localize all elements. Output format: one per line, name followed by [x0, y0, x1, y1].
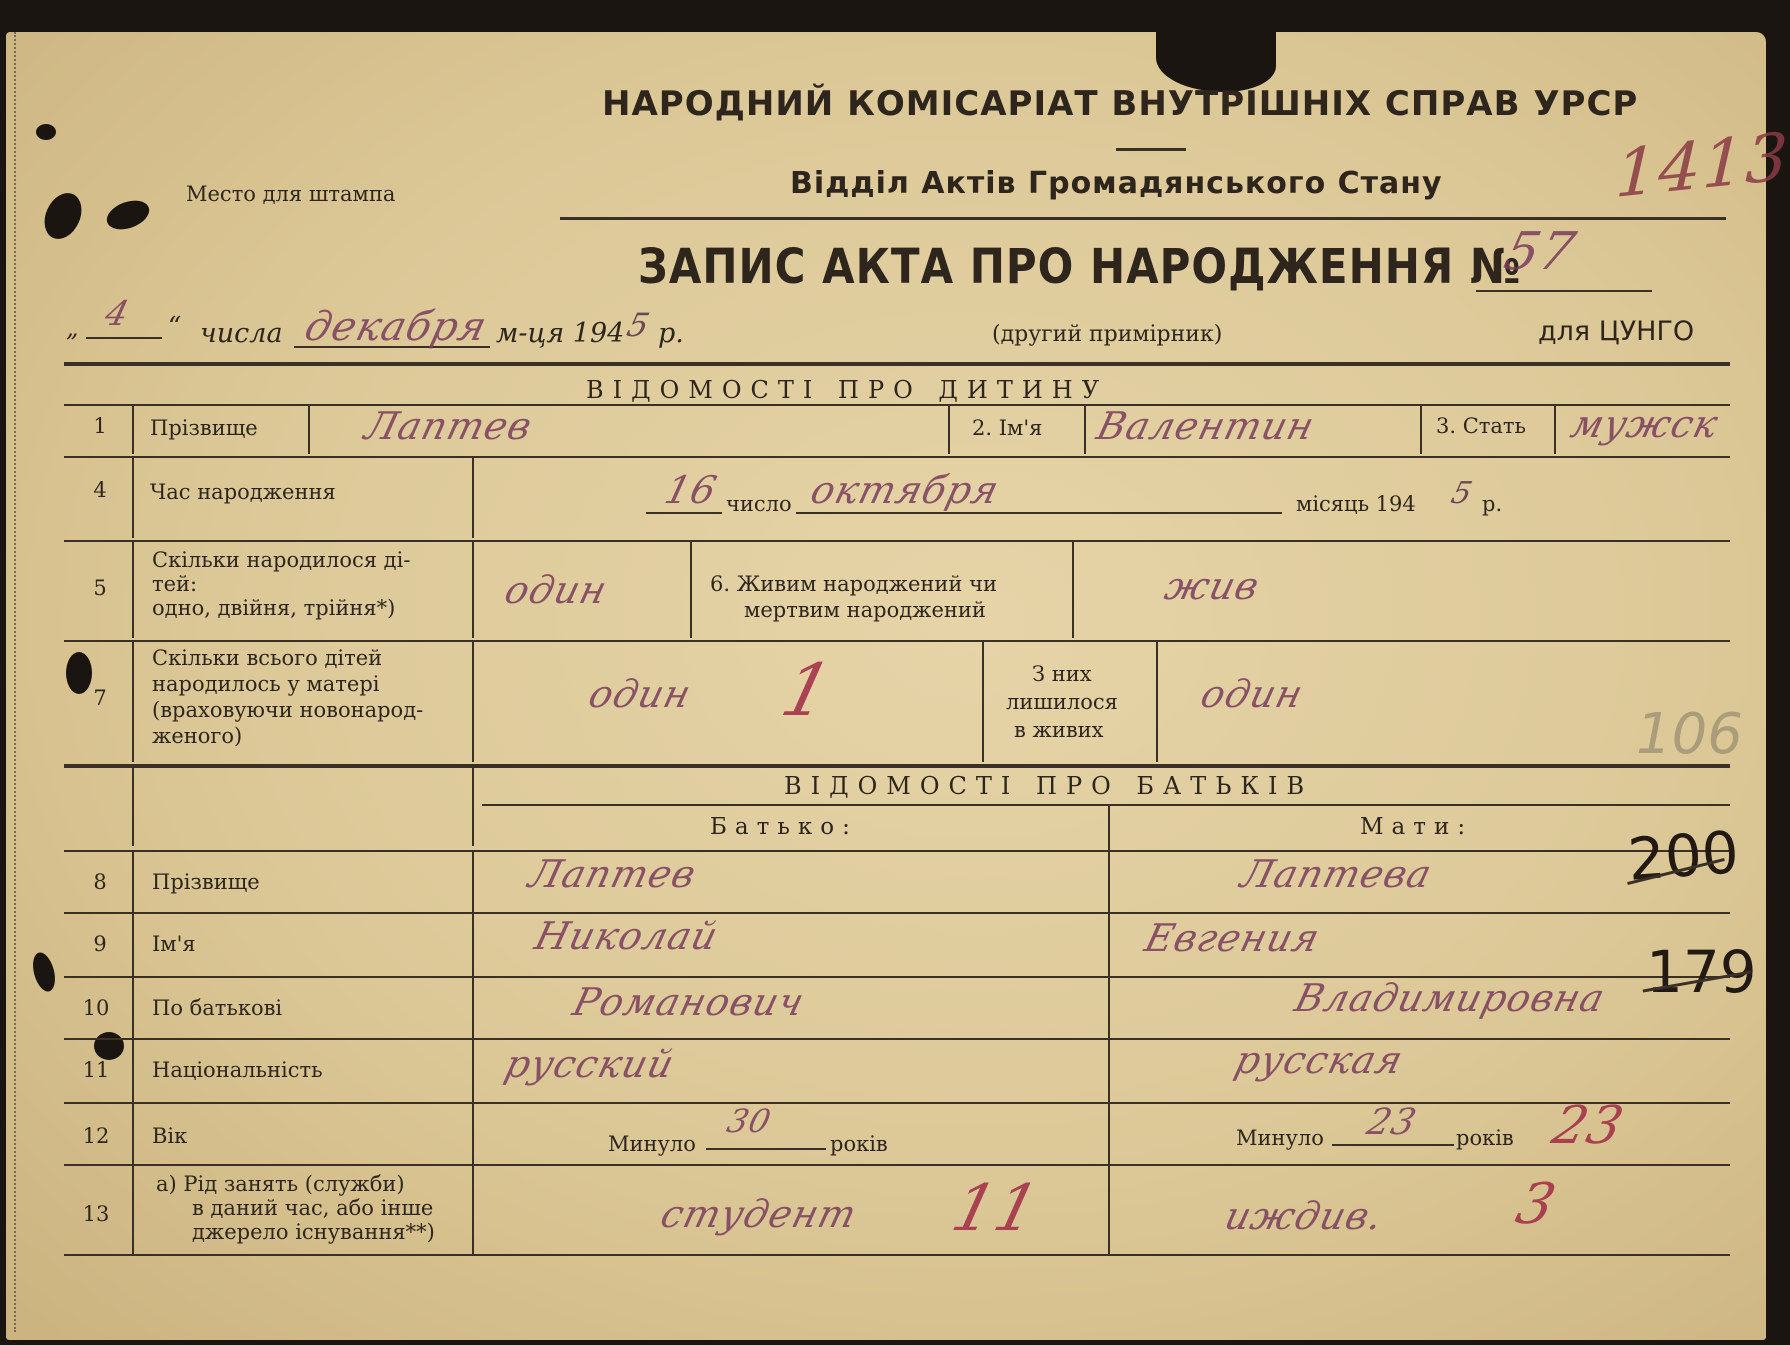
row-rule — [64, 912, 1730, 914]
row-rule — [64, 1038, 1730, 1040]
occupation-label-2: в даний час, або інше — [192, 1196, 434, 1220]
col-rule — [472, 458, 474, 538]
surviving-value: один — [1196, 672, 1308, 716]
field-line — [706, 1148, 826, 1150]
total-children-value: один — [584, 672, 696, 716]
quote-open: „ — [66, 314, 79, 342]
mother-age-note: 23 — [1546, 1096, 1630, 1156]
row-rule — [64, 1164, 1730, 1166]
child-surname-value: Лаптев — [360, 404, 537, 448]
quote-close: “ — [168, 312, 182, 342]
pencil-note: 106 — [1636, 702, 1743, 767]
table-bottom-rule — [64, 1254, 1730, 1256]
ink-stain — [37, 187, 88, 245]
paper-tear — [1156, 32, 1276, 92]
children-born-label-1: Скільки народилося ді- — [152, 548, 411, 572]
row-number: 9 — [93, 932, 107, 956]
alive-born-value: жив — [1160, 564, 1265, 608]
total-children-label-4: женого) — [152, 724, 243, 748]
children-born-label-3: одно, двійня, трійня*) — [152, 596, 396, 620]
total-children-label-1: Скільки всього дітей — [152, 646, 383, 670]
org-title: НАРОДНИЙ КОМІСАРІАТ ВНУТРІШНІХ СПРАВ УРСР — [602, 84, 1639, 124]
field-line — [1332, 1144, 1454, 1146]
surviving-label-2: лишилося — [1006, 690, 1118, 714]
mother-rokiv: років — [1456, 1126, 1514, 1150]
occupation-label-3: джерело існування**) — [192, 1220, 435, 1244]
col-rule — [132, 642, 134, 762]
col-rule — [308, 406, 310, 454]
mother-name: Евгения — [1140, 916, 1325, 960]
father-patronymic: Романович — [568, 980, 810, 1024]
margin-number-crossed: 179 — [1646, 938, 1757, 1006]
parent-name-label: Ім'я — [152, 932, 196, 956]
row-number: 10 — [82, 996, 110, 1020]
parent-surname-label: Прізвище — [152, 870, 260, 894]
parent-nationality-label: Національність — [152, 1058, 323, 1082]
father-minulo: Минуло — [608, 1132, 696, 1156]
parents-section-title: ВІДОМОСТІ ПРО БАТЬКІВ — [784, 772, 1314, 800]
row-rule — [64, 456, 1730, 458]
total-children-label-3: (враховуючи новонарод- — [152, 698, 424, 722]
col-rule — [982, 642, 984, 762]
father-occupation: студент — [656, 1192, 862, 1236]
total-children-tally: 1 — [773, 648, 842, 732]
header-rule — [560, 217, 1726, 220]
divider — [1116, 148, 1186, 151]
ink-stain — [94, 1032, 124, 1060]
corner-register-number: 1413 — [1613, 118, 1790, 213]
row-rule — [64, 540, 1730, 542]
row-number: 4 — [93, 478, 107, 502]
col-rule — [472, 766, 474, 846]
mother-nationality: русская — [1230, 1038, 1408, 1082]
birth-record-form — [6, 32, 1790, 1340]
mtsia-label: м-ця 194 — [496, 318, 625, 349]
ink-stain — [103, 195, 153, 234]
mother-minulo: Минуло — [1236, 1126, 1324, 1150]
children-born-value: один — [500, 568, 612, 612]
birth-day-value: 16 — [660, 468, 722, 512]
col-rule — [1156, 642, 1158, 762]
row-rule — [64, 640, 1730, 642]
child-sex-label: 3. Стать — [1436, 414, 1526, 438]
col-rule — [472, 642, 474, 762]
col-rule — [1420, 406, 1422, 454]
record-title: ЗАПИС АКТА ПРО НАРОДЖЕННЯ № — [638, 238, 1522, 295]
number-line — [1476, 290, 1652, 292]
col-rule — [1072, 542, 1074, 638]
margin-number-crossed: 200 — [1625, 818, 1741, 894]
chyslo-label: число — [726, 492, 792, 516]
col-rule — [132, 458, 134, 538]
col-rule — [948, 406, 950, 454]
col-rule — [1084, 406, 1086, 454]
col-rule — [132, 766, 134, 846]
row-number: 11 — [82, 1058, 110, 1082]
col-rule — [690, 542, 692, 638]
alive-born-label-1: 6. Живим народжений чи — [710, 572, 997, 596]
row-number: 8 — [93, 870, 107, 894]
col-rule — [132, 542, 134, 638]
mother-patronymic: Владимировна — [1290, 976, 1610, 1020]
child-name-label: 2. Ім'я — [972, 416, 1043, 440]
field-line — [646, 512, 722, 514]
row-rule — [64, 850, 1730, 852]
margin-line — [14, 32, 16, 1332]
birth-month-value: октября — [806, 468, 1004, 512]
mother-age: 23 — [1362, 1102, 1421, 1143]
row-rule — [482, 804, 1730, 806]
birth-year-digit: 5 — [1447, 476, 1477, 511]
field-line — [796, 512, 1282, 514]
record-day: 4 — [101, 294, 134, 334]
punch-hole — [36, 124, 56, 140]
row-number: 13 — [82, 1202, 110, 1226]
col-rule — [472, 852, 474, 1254]
surviving-label-3: в живих — [1014, 718, 1104, 742]
child-sex-value: мужск — [1566, 402, 1724, 446]
row-number: 5 — [93, 576, 107, 600]
col-rule — [132, 406, 134, 454]
father-name: Николай — [530, 914, 724, 958]
father-surname: Лаптев — [524, 852, 701, 896]
row-number: 12 — [82, 1124, 110, 1148]
chysla-label: числа — [200, 318, 283, 349]
copy-label: (другий примірник) — [992, 322, 1223, 347]
row-number: 7 — [93, 686, 107, 710]
record-month: декабря — [300, 304, 493, 350]
occupation-label-1: а) Рід занять (служби) — [156, 1172, 405, 1196]
age-label: Вік — [152, 1124, 188, 1148]
record-year-digit: 5 — [623, 306, 655, 344]
col-rule — [472, 542, 474, 638]
total-children-label-2: народилось у матері — [152, 672, 380, 696]
mother-surname: Лаптева — [1236, 852, 1437, 896]
record-number: 57 — [1498, 222, 1582, 282]
birth-time-label: Час народження — [150, 480, 336, 504]
ink-stain — [29, 950, 59, 994]
misiats-label: місяць 194 — [1296, 492, 1416, 516]
child-section-title: ВІДОМОСТІ ПРО ДИТИНУ — [586, 376, 1109, 404]
col-rule — [1108, 806, 1110, 850]
row-rule — [64, 1102, 1730, 1104]
col-rule — [1554, 406, 1556, 454]
col-rule — [132, 852, 134, 1254]
section-rule — [64, 764, 1730, 768]
surviving-label-1: З них — [1032, 662, 1092, 686]
father-heading: Батько: — [710, 814, 858, 840]
father-age: 30 — [723, 1102, 776, 1140]
child-surname-label: Прізвище — [150, 416, 258, 440]
father-occupation-code: 11 — [944, 1172, 1047, 1246]
for-label: для ЦУНГО — [1538, 316, 1695, 347]
col-rule — [1108, 852, 1110, 1254]
alive-born-label-2: мертвим народжений — [744, 598, 986, 622]
table-top-rule — [64, 362, 1730, 366]
mother-occupation-code: 3 — [1509, 1172, 1563, 1237]
row-rule — [64, 404, 1730, 406]
child-name-value: Валентин — [1092, 404, 1320, 448]
row-number: 1 — [93, 414, 107, 438]
mother-occupation: иждив. — [1220, 1194, 1388, 1238]
stamp-place-label: Место для штампа — [186, 182, 396, 206]
mother-heading: Мати: — [1360, 814, 1474, 840]
parent-patronymic-label: По батькові — [152, 996, 283, 1020]
father-nationality: русский — [500, 1042, 680, 1086]
children-born-label-2: тей: — [152, 572, 198, 596]
father-rokiv: років — [830, 1132, 888, 1156]
r-label: р. — [658, 318, 684, 349]
department-title: Відділ Актів Громадянського Стану — [790, 166, 1443, 201]
day-line — [86, 337, 162, 339]
birth-year-r: р. — [1482, 492, 1503, 516]
